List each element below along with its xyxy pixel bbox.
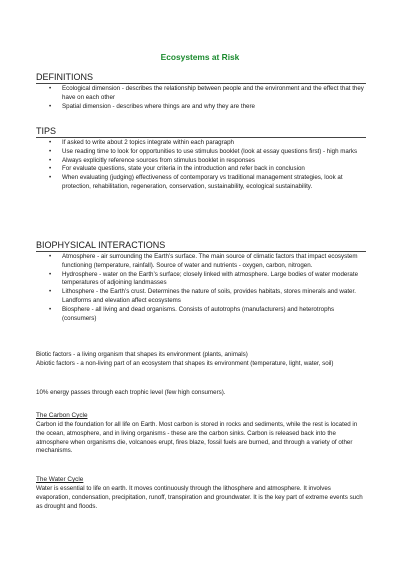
list-item: • Use reading time to look for opportunities to use stimulus booklet (look at essay questions first) - high marks — [36, 148, 366, 157]
energy-paragraph: 10% energy passes through each trophic level (few high consumers). — [36, 389, 226, 396]
definitions-heading: DEFINITIONS — [36, 72, 366, 84]
list-item: • Lithosphere - the Earth’s crust. Determines the nature of soils, provides habitats, stores minerals and water. Landforms and elevation affect ecosystems — [36, 288, 366, 306]
list-item: • Biosphere - all living and dead organisms. Consists of autotrophs (manufacturers) and heterotrophs (consumers) — [36, 306, 366, 324]
abiotic-paragraph: Abiotic factors - a non-living part of an ecosystem that shapes its environment (temperature, light, water, soil) — [36, 360, 334, 367]
carbon-cycle-paragraph: Carbon id the foundation for all life on Earth. Most carbon is stored in rocks and sediments, while the rest is located in the ocean, atmosphere, and in living organisms - these are the carbon sinks. Carbon is released back into the atmosphere when organisms die, volcanoes erupt, fires blaze, fossil fuels are burned, and through a variety of other mechanisms. — [36, 421, 358, 455]
carbon-cycle-heading: The Carbon Cycle — [36, 412, 88, 419]
list-item: • For evaluate questions, state your criteria in the introduction and refer back in conclusion — [36, 165, 366, 174]
water-cycle-heading: The Water Cycle — [36, 476, 84, 483]
list-item: • Hydrosphere - water on the Earth’s surface; closely linked with atmosphere. Large bodies of water moderate temperatures of adjoining landmasses — [36, 271, 366, 289]
biotic-paragraph: Biotic factors - a living organism that shapes its environment (plants, animals) — [36, 351, 248, 358]
list-item: • Spatial dimension - describes where things are and why they are there — [36, 103, 366, 112]
biophysical-heading: BIOPHYSICAL INTERACTIONS — [36, 240, 366, 252]
water-cycle-paragraph: Water is essential to life on earth. It moves continuously through the lithosphere and atmosphere. It involves evaporation, condensation, precipitation, runoff, transpiration and groundwater. It is the key part of extreme events such as drought and floods. — [36, 485, 363, 510]
list-item: • If asked to write about 2 topics integrate within each paragraph — [36, 139, 366, 148]
list-item: • Atmosphere - air surrounding the Earth’s surface. The main source of climatic factors that impact ecosystem functioning (temperature, rainfall). Source of water and nutrients - oxygen, carbon, nitrogen. — [36, 253, 366, 271]
tips-heading: TIPS — [36, 126, 366, 138]
list-item: • Ecological dimension - describes the relationship between people and the environment and the effect that they have on each other — [36, 85, 366, 103]
tips-list — [36, 139, 366, 192]
biophysical-list — [36, 253, 366, 323]
list-item: • Always explicitly reference sources from stimulus booklet in responses — [36, 157, 366, 166]
page-title: Ecosystems at Risk — [160, 52, 240, 62]
list-item: • When evaluating (judging) effectiveness of contemporary vs traditional management strategies, look at protection, rehabilitation, regeneration, conservation, sustainability, ecological sustainability. — [36, 174, 366, 192]
definitions-list — [36, 85, 366, 111]
